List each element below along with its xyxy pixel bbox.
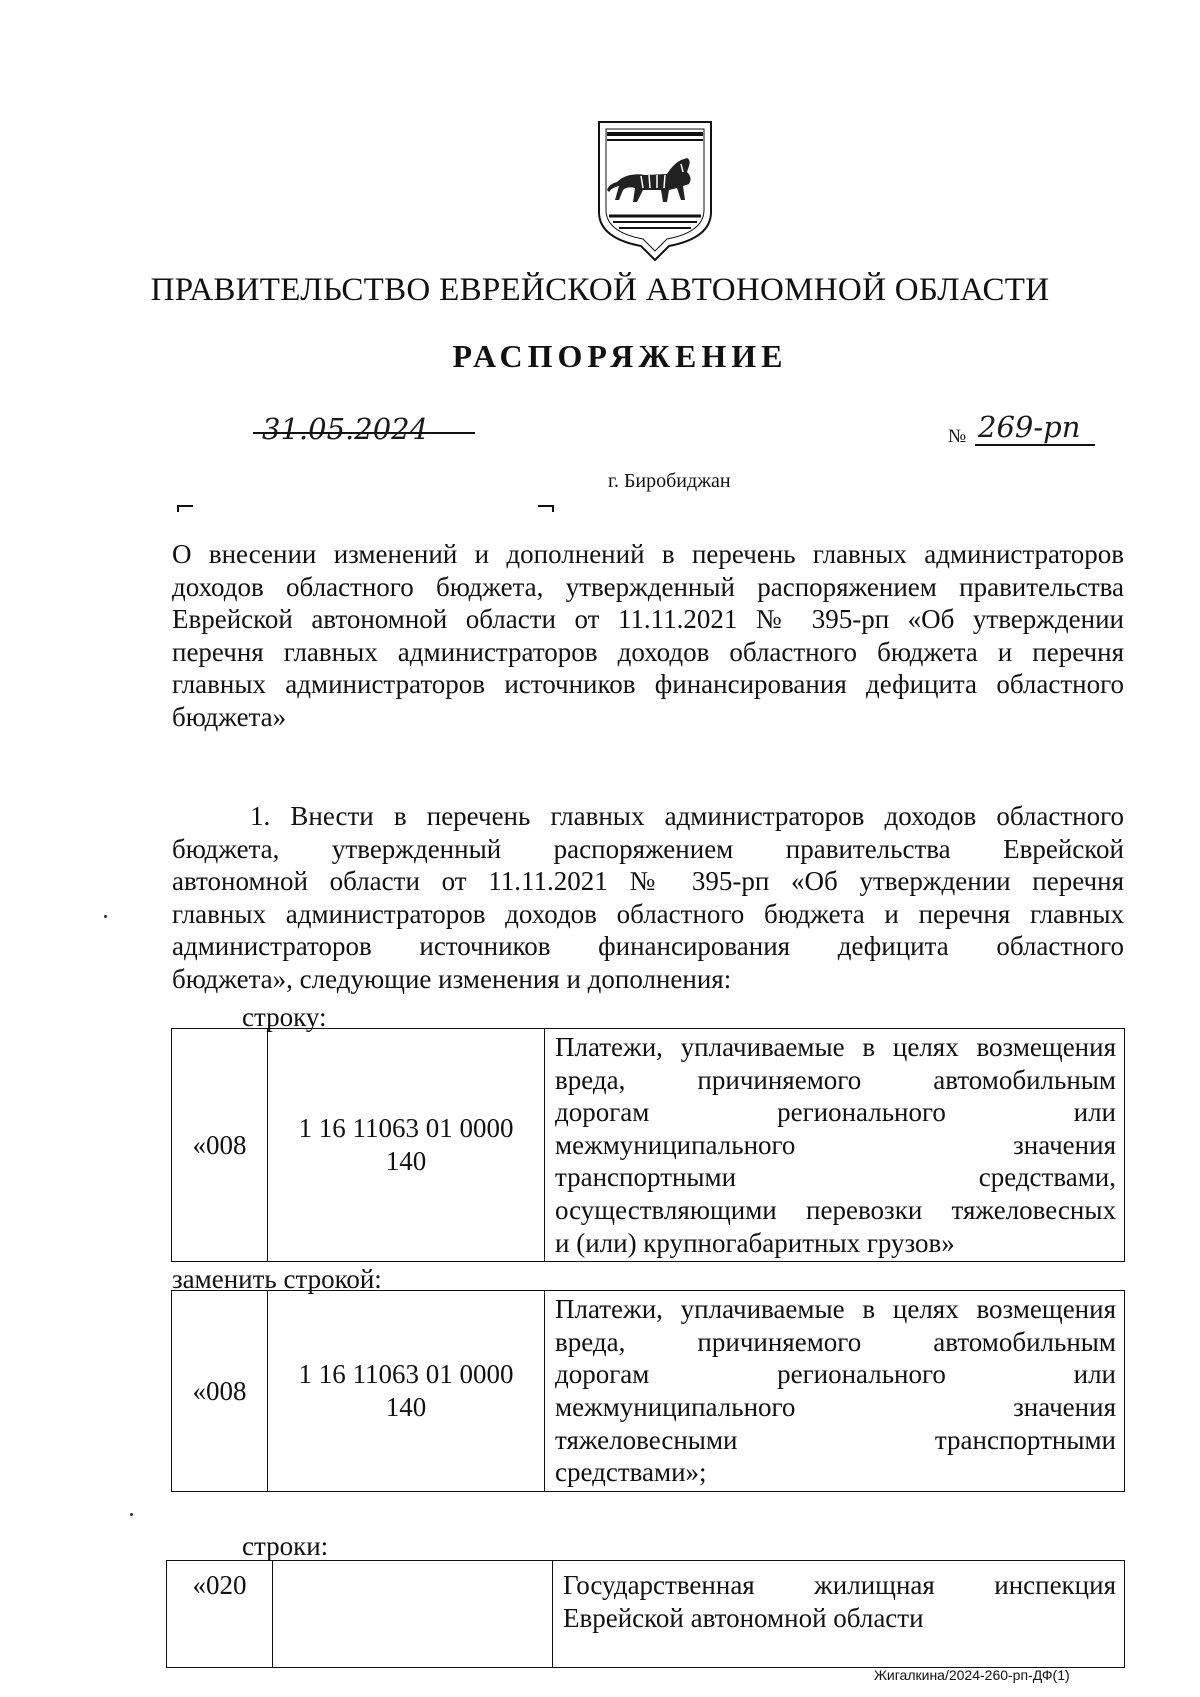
scan-speck: [130, 1513, 133, 1516]
description-line: вреда, причиняемого автомобильным: [555, 1326, 1116, 1357]
subject-line: перечня главных администраторов доходов областного бюджета и перечня: [172, 636, 1124, 667]
admin-code-cell: «008: [172, 1291, 268, 1492]
description-cell: [545, 1029, 1125, 1262]
table-rows: [166, 1560, 1125, 1668]
city-name: г. Биробиджан: [608, 470, 731, 492]
table-row: [172, 1029, 1125, 1262]
description-line: дорогам регионального или: [555, 1359, 1116, 1390]
kbk-line: 1 16 11063 01 0000: [298, 1113, 514, 1144]
kbk-cell: [268, 1291, 545, 1492]
subject-corner-right: [538, 505, 554, 512]
description-line: Еврейской автономной области: [563, 1602, 924, 1633]
subject-heading: [172, 538, 1124, 734]
body-line: главных администраторов доходов областного бюджета и перечня главных: [172, 898, 1124, 929]
body-line: 1. Внести в перечень главных администраторов доходов областного: [250, 801, 1124, 831]
date-underline: [253, 432, 475, 434]
kbk-cell: [273, 1561, 553, 1668]
description-line: Платежи, уплачиваемые в целях возмещения: [555, 1032, 1116, 1062]
kbk-line: 140: [385, 1392, 427, 1422]
row-label-old: строку:: [242, 1002, 327, 1032]
description-line: и (или) крупногабаритных грузов»: [555, 1227, 955, 1258]
kbk-cell: [268, 1029, 545, 1262]
table-row: [172, 1291, 1125, 1492]
admin-code-cell: «020: [167, 1561, 273, 1668]
document-type-heading: РАСПОРЯЖЕНИЕ: [452, 338, 788, 374]
body-line: бюджета», следующие изменения и дополнения:: [172, 963, 732, 994]
description-line: тяжеловесными транспортными: [555, 1424, 1116, 1455]
table-row: [167, 1561, 1125, 1668]
handwritten-date: 31.05.2024: [262, 412, 429, 446]
table-old-row: [171, 1028, 1125, 1262]
body-line: автономной области от 11.11.2021 № 395-рп «Об утверждении перечня: [172, 866, 1124, 897]
subject-line: бюджета»: [172, 701, 287, 732]
description-line: межмуниципального значения: [555, 1129, 1116, 1160]
description-line: Платежи, уплачиваемые в целях возмещения: [555, 1294, 1116, 1325]
row-label-rows: строки:: [242, 1531, 329, 1561]
subject-line: доходов областного бюджета, утвержденный распоряжением правительства: [172, 571, 1124, 602]
handwritten-number: 269-рп: [978, 410, 1081, 444]
description-line: дорогам регионального или: [555, 1097, 1116, 1128]
description-line: Государственная жилищная инспекция: [563, 1570, 1116, 1600]
coat-of-arms-tiger-icon: [597, 120, 713, 262]
subject-line: главных администраторов источников финансирования дефицита областного: [172, 669, 1124, 700]
government-title: ПРАВИТЕЛЬСТВО ЕВРЕЙСКОЙ АВТОНОМНОЙ ОБЛАСТИ: [150, 272, 1050, 308]
description-line: вреда, причиняемого автомобильным: [555, 1064, 1116, 1095]
body-line: администраторов источников финансирования дефицита областного: [172, 931, 1124, 962]
subject-corner-left: [177, 505, 193, 512]
description-line: средствами»;: [555, 1457, 707, 1488]
description-line: транспортными средствами,: [555, 1162, 1116, 1193]
row-label-replace: заменить строкой:: [172, 1264, 382, 1294]
number-underline: [975, 444, 1095, 446]
document-reference-footer: Жигалкина/2024-260-рп-ДФ(1): [874, 1667, 1070, 1683]
subject-line: О внесении изменений и дополнений в перечень главных администраторов: [172, 539, 1124, 569]
body-paragraph: [172, 800, 1124, 996]
scan-speck: [104, 915, 107, 918]
coat-of-arms-emblem: [597, 120, 713, 262]
number-label: №: [948, 426, 967, 447]
subject-line: Еврейской автономной области от 11.11.2021 № 395-рп «Об утверждении: [172, 604, 1124, 635]
admin-code-cell: «008: [172, 1029, 268, 1262]
description-cell: [545, 1291, 1125, 1492]
table-new-row: [171, 1290, 1125, 1492]
description-cell: [553, 1561, 1125, 1668]
kbk-line: 140: [385, 1146, 427, 1177]
body-line: бюджета, утвержденный распоряжением правительства Еврейской: [172, 833, 1124, 864]
description-line: межмуниципального значения: [555, 1392, 1116, 1422]
kbk-line: 1 16 11063 01 0000: [298, 1359, 514, 1390]
description-line: осуществляющими перевозки тяжеловесных: [555, 1194, 1116, 1225]
